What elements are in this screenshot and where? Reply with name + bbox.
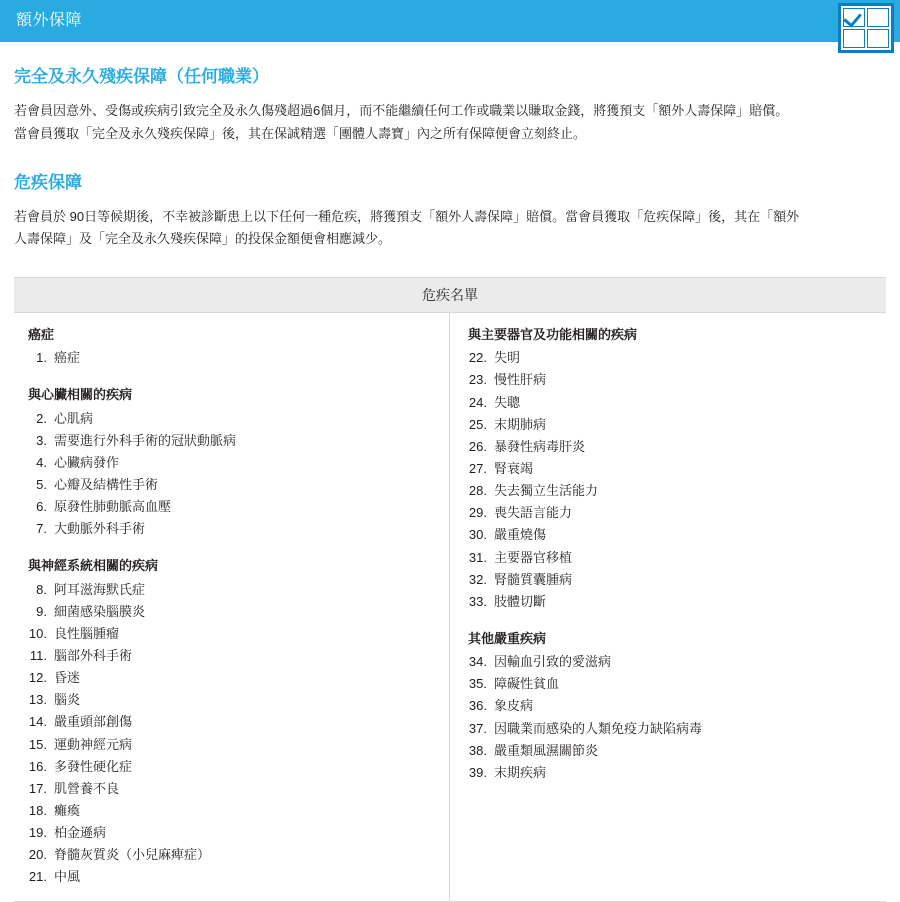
item-text: 阿耳滋海默氏症	[54, 581, 146, 597]
document-content	[0, 66, 900, 902]
list-item	[28, 474, 439, 496]
item-number: 15.	[28, 736, 47, 752]
list-item	[468, 569, 876, 591]
item-text: 中風	[54, 869, 81, 885]
item-text: 末期疾病	[494, 764, 547, 780]
list-item	[28, 518, 439, 540]
group-title: 與心臟相關的疾病	[28, 387, 133, 403]
item-text: 肌營養不良	[54, 780, 120, 796]
illness-group-major-organs	[468, 325, 876, 613]
item-text: 肢體切斷	[494, 593, 547, 609]
list-item	[28, 800, 439, 822]
item-number: 30.	[468, 527, 487, 543]
list-item	[468, 695, 876, 717]
list-item	[28, 756, 439, 778]
table-caption: 危疾名單	[14, 278, 886, 313]
list-item	[28, 778, 439, 800]
item-number: 38.	[468, 742, 487, 758]
item-text: 因輸血引致的愛滋病	[494, 654, 612, 670]
item-text: 癱瘓	[54, 803, 81, 818]
list-item	[468, 718, 876, 740]
list-item	[28, 645, 439, 667]
list-item	[28, 822, 439, 844]
list-item	[468, 591, 876, 613]
item-text: 障礙性貧血	[494, 676, 560, 692]
list-item	[28, 452, 439, 474]
list-item	[468, 524, 876, 546]
item-number: 5.	[36, 477, 47, 493]
item-text: 癌症	[54, 350, 81, 366]
item-text: 暴發性病毒肝炎	[494, 438, 586, 454]
item-number: 39.	[468, 764, 487, 780]
group-title: 與主要器官及功能相關的疾病	[468, 327, 638, 343]
item-text: 失去獨立生活能力	[494, 483, 599, 499]
item-number: 4.	[36, 454, 47, 470]
item-number: 32.	[468, 571, 487, 587]
list-item	[28, 667, 439, 689]
page-header	[0, 0, 900, 42]
item-number: 14.	[28, 714, 47, 730]
logo-cell	[867, 29, 889, 48]
section-paragraph: 若會員因意外、受傷或疾病引致完全及永久傷殘超過6個月，而不能繼續任何工作或職業以賺取金錢，將獲預支「額外人壽保障」賠償。	[14, 103, 789, 119]
list-item	[28, 866, 439, 888]
item-text: 因職業而感染的人類免疫力缺陷病毒	[494, 720, 703, 736]
item-number: 26.	[468, 438, 487, 454]
item-text: 喪失語言能力	[494, 505, 573, 521]
list-item	[468, 740, 876, 762]
item-text: 心肌病	[54, 410, 94, 426]
item-number: 13.	[28, 692, 47, 708]
logo-cell	[843, 29, 865, 48]
item-text: 良性腦腫瘤	[54, 625, 120, 641]
item-number: 25.	[468, 416, 487, 432]
item-text: 運動神經元病	[54, 736, 133, 752]
item-number: 18.	[28, 803, 47, 818]
page-title: 額外保障	[16, 12, 83, 29]
item-text: 心瓣及結構性手術	[54, 477, 159, 493]
item-text: 心臟病發作	[54, 454, 120, 470]
list-item	[468, 414, 876, 436]
item-number: 11.	[29, 648, 47, 664]
item-number: 16.	[28, 758, 47, 774]
item-number: 24.	[468, 394, 487, 410]
list-item	[468, 458, 876, 480]
illness-group-nervous-system	[28, 556, 439, 888]
illness-list	[28, 579, 439, 889]
illness-list	[468, 651, 876, 784]
section-heading-critical-illness: 危疾保障	[14, 172, 82, 192]
item-text: 脊髓灰質炎（小兒麻痺症）	[54, 847, 211, 863]
list-item	[28, 408, 439, 430]
item-text: 象皮病	[494, 698, 534, 714]
list-item	[28, 734, 439, 756]
illness-group-other-severe	[468, 629, 876, 784]
item-text: 柏金遜病	[54, 825, 107, 841]
group-title: 其他嚴重疾病	[468, 631, 547, 647]
list-item	[468, 502, 876, 524]
illness-list	[28, 347, 439, 369]
item-number: 9.	[36, 603, 47, 619]
logo-cell	[867, 8, 889, 27]
item-text: 大動脈外科手術	[54, 521, 146, 537]
section-paragraph: 人壽保障」及「完全及永久殘疾保障」的投保金額便會相應減少。	[14, 231, 392, 247]
list-item	[28, 496, 439, 518]
list-item	[468, 392, 876, 414]
item-number: 34.	[468, 654, 487, 670]
item-number: 10.	[28, 625, 47, 641]
item-text: 嚴重頭部創傷	[54, 714, 133, 730]
list-item	[468, 369, 876, 391]
item-text: 昏迷	[54, 670, 81, 686]
item-number: 31.	[468, 549, 487, 565]
illness-group-heart	[28, 385, 439, 540]
item-text: 嚴重類風濕關節炎	[494, 742, 599, 758]
item-number: 36.	[468, 698, 487, 714]
item-text: 腎髓質囊腫病	[494, 571, 573, 587]
logo-grid	[841, 6, 891, 50]
item-number: 28.	[468, 483, 487, 499]
item-text: 細菌感染腦膜炎	[54, 603, 146, 619]
list-item	[28, 711, 439, 733]
illness-list	[468, 347, 876, 613]
illness-list	[28, 408, 439, 541]
item-number: 8.	[36, 581, 47, 597]
item-number: 2.	[36, 410, 47, 426]
list-item	[468, 673, 876, 695]
item-number: 27.	[468, 461, 487, 477]
item-number: 17.	[28, 780, 47, 796]
item-number: 33.	[468, 593, 487, 609]
item-number: 21.	[28, 869, 47, 885]
table-body	[14, 313, 886, 900]
list-item	[468, 347, 876, 369]
item-number: 23.	[468, 372, 487, 388]
item-number: 6.	[36, 499, 47, 515]
section-paragraph: 若會員於 90日等候期後，不幸被診斷患上以下任何一種危疾，將獲預支「額外人壽保障」賠償。當會員獲取「危疾保障」後，其在「額外	[14, 208, 800, 224]
item-text: 主要器官移植	[494, 549, 573, 565]
item-number: 20.	[28, 847, 47, 863]
list-item	[468, 651, 876, 673]
item-text: 失聰	[494, 394, 521, 410]
item-text: 腦部外科手術	[54, 648, 133, 664]
list-item	[468, 762, 876, 784]
item-text: 失明	[494, 350, 521, 366]
list-item	[28, 623, 439, 645]
item-text: 慢性肝病	[494, 372, 547, 388]
section-paragraph: 當會員獲取「完全及永久殘疾保障」後，其在保誠精選「團體人壽寶」內之所有保障便會立刻終止。	[14, 125, 587, 141]
checkmark-icon	[843, 8, 862, 27]
section-heading-tpd: 完全及永久殘疾保障（任何職業）	[14, 67, 269, 86]
list-item	[468, 480, 876, 502]
critical-illness-table	[14, 277, 886, 901]
item-text: 原發性肺動脈高血壓	[54, 499, 172, 515]
table-column-right	[450, 313, 886, 900]
table-column-left	[14, 313, 450, 900]
group-title: 與神經系統相關的疾病	[28, 558, 159, 574]
list-item	[468, 436, 876, 458]
item-text: 多發性硬化症	[54, 758, 133, 774]
list-item	[28, 579, 439, 601]
item-number: 3.	[36, 432, 47, 448]
item-text: 腦炎	[54, 692, 81, 708]
item-text: 嚴重燒傷	[494, 527, 547, 543]
item-text: 末期肺病	[494, 416, 547, 432]
prudential-logo-icon	[838, 3, 894, 53]
list-item	[28, 430, 439, 452]
item-number: 29.	[468, 505, 487, 521]
item-number: 1.	[36, 350, 47, 366]
logo-cell-checkmark	[843, 8, 865, 27]
list-item	[28, 844, 439, 866]
item-number: 22.	[468, 350, 487, 366]
group-title: 癌症	[28, 327, 55, 343]
item-text: 需要進行外科手術的冠狀動脈病	[54, 432, 237, 448]
item-number: 19.	[28, 825, 47, 841]
item-text: 腎衰竭	[494, 461, 534, 477]
list-item	[28, 347, 439, 369]
item-number: 12.	[28, 670, 47, 686]
illness-group-cancer	[28, 325, 439, 369]
item-number: 7.	[36, 521, 47, 537]
item-number: 35.	[468, 676, 487, 692]
item-number: 37.	[468, 720, 487, 736]
list-item	[468, 547, 876, 569]
list-item	[28, 601, 439, 623]
list-item	[28, 689, 439, 711]
